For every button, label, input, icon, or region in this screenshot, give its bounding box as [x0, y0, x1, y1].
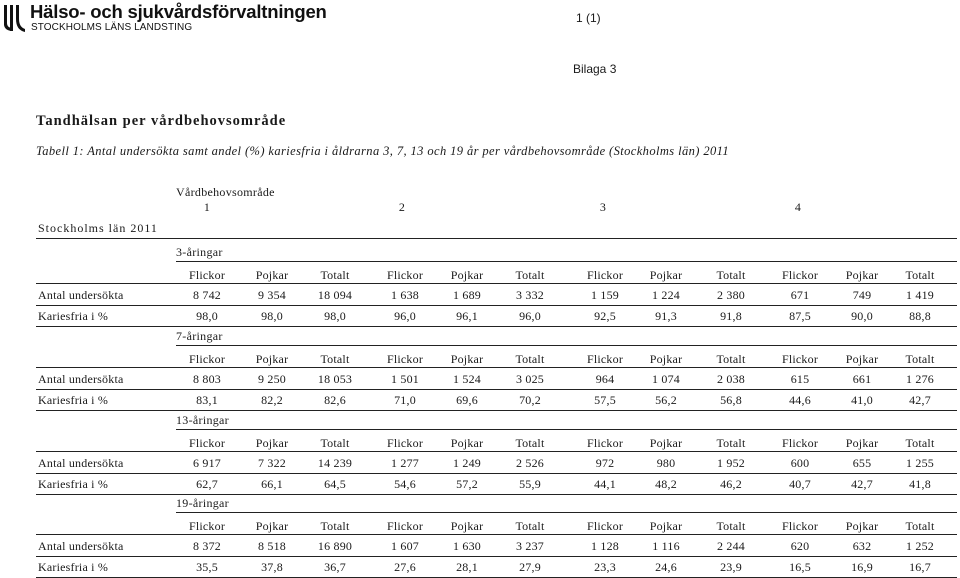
column-header: Totalt — [515, 436, 545, 450]
table-cell: 7 322 — [258, 456, 286, 470]
row-label: Antal undersökta — [38, 456, 124, 470]
column-header: Pojkar — [649, 352, 683, 366]
column-header: Flickor — [386, 436, 424, 450]
column-header: Totalt — [320, 268, 350, 282]
table-cell: 44,6 — [789, 393, 811, 407]
table-cell: 2 526 — [516, 456, 544, 470]
row-label: Kariesfria i % — [38, 309, 109, 323]
table-cell: 18 094 — [317, 288, 353, 302]
column-header: Flickor — [586, 352, 624, 366]
table-cell: 8 518 — [258, 539, 286, 553]
row-label: Kariesfria i % — [38, 477, 109, 491]
table-cell: 98,0 — [196, 309, 218, 323]
table-cell: 16 890 — [317, 539, 353, 553]
column-header: Totalt — [320, 352, 350, 366]
column-header: Pojkar — [649, 519, 683, 533]
table-cell: 18 053 — [317, 372, 353, 386]
area-number: 4 — [794, 200, 802, 214]
table-cell: 14 239 — [317, 456, 353, 470]
table-cell: 62,7 — [196, 477, 218, 491]
table-cell: 16,9 — [851, 560, 873, 574]
column-header: Totalt — [320, 519, 350, 533]
table-cell: 16,5 — [789, 560, 811, 574]
table-cell: 46,2 — [720, 477, 742, 491]
column-header: Totalt — [905, 519, 935, 533]
column-header: Flickor — [781, 519, 819, 533]
table-cell: 88,8 — [909, 309, 931, 323]
column-header: Totalt — [905, 436, 935, 450]
region-label: Stockholms län 2011 — [38, 221, 158, 235]
column-header: Pojkar — [649, 268, 683, 282]
table-cell: 57,5 — [594, 393, 616, 407]
column-header: Pojkar — [255, 519, 289, 533]
column-header: Pojkar — [450, 519, 484, 533]
area-number: 3 — [599, 200, 607, 214]
age-group-label: 3-åringar — [176, 245, 223, 259]
table-cell: 749 — [852, 288, 872, 302]
table-cell: 27,6 — [394, 560, 416, 574]
divider — [36, 326, 957, 327]
table-cell: 98,0 — [261, 309, 283, 323]
table-cell: 16,7 — [909, 560, 931, 574]
table-cell: 71,0 — [394, 393, 416, 407]
table-cell: 655 — [852, 456, 872, 470]
divider — [36, 494, 957, 495]
table-cell: 620 — [790, 539, 810, 553]
column-header: Totalt — [716, 519, 746, 533]
row-label: Kariesfria i % — [38, 393, 109, 407]
table-cell: 8 803 — [193, 372, 221, 386]
table-cell: 54,6 — [394, 477, 416, 491]
table-cell: 24,6 — [655, 560, 677, 574]
table-cell: 1 252 — [906, 539, 934, 553]
column-header: Totalt — [515, 519, 545, 533]
table-cell: 1 074 — [652, 372, 680, 386]
column-header: Pojkar — [845, 519, 879, 533]
table-cell: 2 244 — [717, 539, 745, 553]
table-cell: 36,7 — [324, 560, 346, 574]
table-caption: Tabell 1: Antal undersökta samt andel (%) kariesfria i åldrarna 3, 7, 13 och 19 år per vårdbehovsområde (Stockholms län) 2011 — [36, 144, 729, 158]
table-cell: 632 — [852, 539, 872, 553]
table-cell: 96,0 — [394, 309, 416, 323]
logo-mark-icon — [3, 3, 27, 33]
column-header: Totalt — [716, 268, 746, 282]
table-cell: 56,2 — [655, 393, 677, 407]
table-cell: 82,2 — [261, 393, 283, 407]
age-group-label: 13-åringar — [176, 413, 229, 427]
table-cell: 42,7 — [851, 477, 873, 491]
table-cell: 1 952 — [717, 456, 745, 470]
table-cell: 1 276 — [906, 372, 934, 386]
divider — [36, 410, 957, 411]
area-number: 1 — [203, 200, 211, 214]
column-header: Pojkar — [845, 436, 879, 450]
table-cell: 1 277 — [391, 456, 419, 470]
age-group-label: 19-åringar — [176, 496, 229, 510]
table-cell: 40,7 — [789, 477, 811, 491]
column-header: Totalt — [905, 268, 935, 282]
page-title: Tandhälsan per vårdbehovsområde — [36, 113, 287, 129]
page-number: 1 (1) — [576, 11, 601, 25]
column-header: Pojkar — [450, 436, 484, 450]
table-cell: 1 159 — [591, 288, 619, 302]
table-cell: 41,8 — [909, 477, 931, 491]
table-cell: 1 128 — [591, 539, 619, 553]
area-header: Vårdbehovsområde — [176, 185, 275, 199]
column-header: Flickor — [386, 268, 424, 282]
table-cell: 1 255 — [906, 456, 934, 470]
age-group-label: 7-åringar — [176, 329, 223, 343]
table-cell: 56,8 — [720, 393, 742, 407]
table-cell: 8 742 — [193, 288, 221, 302]
table-cell: 3 332 — [516, 288, 544, 302]
table-cell: 35,5 — [196, 560, 218, 574]
table-cell: 28,1 — [456, 560, 478, 574]
column-header: Totalt — [905, 352, 935, 366]
divider — [36, 283, 957, 284]
table-cell: 1 689 — [453, 288, 481, 302]
table-cell: 9 354 — [258, 288, 286, 302]
divider — [176, 512, 957, 513]
column-header: Flickor — [781, 436, 819, 450]
divider — [176, 261, 957, 262]
table-cell: 2 038 — [717, 372, 745, 386]
table-cell: 1 524 — [453, 372, 481, 386]
table-cell: 96,1 — [456, 309, 478, 323]
table-cell: 57,2 — [456, 477, 478, 491]
table-cell: 66,1 — [261, 477, 283, 491]
table-cell: 1 249 — [453, 456, 481, 470]
table-cell: 96,0 — [519, 309, 541, 323]
divider — [36, 367, 957, 368]
row-label: Antal undersökta — [38, 539, 124, 553]
divider — [176, 345, 957, 346]
table-cell: 600 — [790, 456, 810, 470]
table-cell: 83,1 — [196, 393, 218, 407]
organization-logo — [3, 3, 343, 35]
divider — [36, 534, 957, 535]
column-header: Flickor — [386, 352, 424, 366]
divider — [36, 556, 957, 557]
area-number: 2 — [398, 200, 406, 214]
table-cell: 44,1 — [594, 477, 616, 491]
column-header: Flickor — [781, 352, 819, 366]
column-header: Flickor — [586, 519, 624, 533]
column-header: Pojkar — [845, 268, 879, 282]
table-cell: 1 419 — [906, 288, 934, 302]
column-header: Pojkar — [255, 352, 289, 366]
column-header: Flickor — [586, 268, 624, 282]
table-cell: 82,6 — [324, 393, 346, 407]
table-cell: 23,9 — [720, 560, 742, 574]
table-cell: 661 — [852, 372, 872, 386]
column-header: Flickor — [188, 436, 226, 450]
divider — [176, 429, 957, 430]
table-cell: 48,2 — [655, 477, 677, 491]
row-label: Antal undersökta — [38, 288, 124, 302]
divider — [36, 389, 957, 390]
table-cell: 70,2 — [519, 393, 541, 407]
table-cell: 9 250 — [258, 372, 286, 386]
table-cell: 8 372 — [193, 539, 221, 553]
table-cell: 1 638 — [391, 288, 419, 302]
column-header: Totalt — [320, 436, 350, 450]
column-header: Totalt — [515, 352, 545, 366]
logo-title: Hälso- och sjukvårdsförvaltningen — [30, 1, 327, 22]
column-header: Flickor — [586, 436, 624, 450]
table-cell: 671 — [790, 288, 810, 302]
row-label: Kariesfria i % — [38, 560, 109, 574]
divider — [36, 451, 957, 452]
column-header: Flickor — [781, 268, 819, 282]
table-cell: 42,7 — [909, 393, 931, 407]
table-cell: 964 — [595, 372, 615, 386]
table-cell: 3 237 — [516, 539, 544, 553]
appendix-label: Bilaga 3 — [573, 62, 617, 76]
row-label: Antal undersökta — [38, 372, 124, 386]
table-cell: 37,8 — [261, 560, 283, 574]
table-cell: 6 917 — [193, 456, 221, 470]
column-header: Flickor — [188, 352, 226, 366]
divider — [36, 305, 957, 306]
column-header: Pojkar — [450, 268, 484, 282]
table-cell: 69,6 — [456, 393, 478, 407]
table-cell: 91,3 — [655, 309, 677, 323]
table-cell: 91,8 — [720, 309, 742, 323]
table-cell: 3 025 — [516, 372, 544, 386]
column-header: Totalt — [716, 352, 746, 366]
column-header: Totalt — [515, 268, 545, 282]
column-header: Pojkar — [255, 436, 289, 450]
table-cell: 2 380 — [717, 288, 745, 302]
table-cell: 615 — [790, 372, 810, 386]
divider — [36, 238, 957, 239]
table-cell: 23,3 — [594, 560, 616, 574]
column-header: Pojkar — [649, 436, 683, 450]
table-cell: 87,5 — [789, 309, 811, 323]
column-header: Totalt — [716, 436, 746, 450]
table-cell: 27,9 — [519, 560, 541, 574]
table-cell: 92,5 — [594, 309, 616, 323]
column-header: Pojkar — [255, 268, 289, 282]
table-cell: 64,5 — [324, 477, 346, 491]
divider — [36, 473, 957, 474]
column-header: Pojkar — [845, 352, 879, 366]
table-cell: 1 116 — [652, 539, 680, 553]
column-header: Flickor — [188, 268, 226, 282]
table-cell: 1 224 — [652, 288, 680, 302]
table-cell: 1 630 — [453, 539, 481, 553]
table-cell: 98,0 — [324, 309, 346, 323]
table-cell: 980 — [656, 456, 676, 470]
logo-subtitle: STOCKHOLMS LÄNS LANDSTING — [31, 22, 193, 33]
column-header: Flickor — [386, 519, 424, 533]
table-cell: 1 501 — [391, 372, 419, 386]
table-cell: 972 — [595, 456, 615, 470]
table-cell: 41,0 — [851, 393, 873, 407]
table-cell: 55,9 — [519, 477, 541, 491]
table-cell: 90,0 — [851, 309, 873, 323]
column-header: Pojkar — [450, 352, 484, 366]
table-cell: 1 607 — [391, 539, 419, 553]
column-header: Flickor — [188, 519, 226, 533]
